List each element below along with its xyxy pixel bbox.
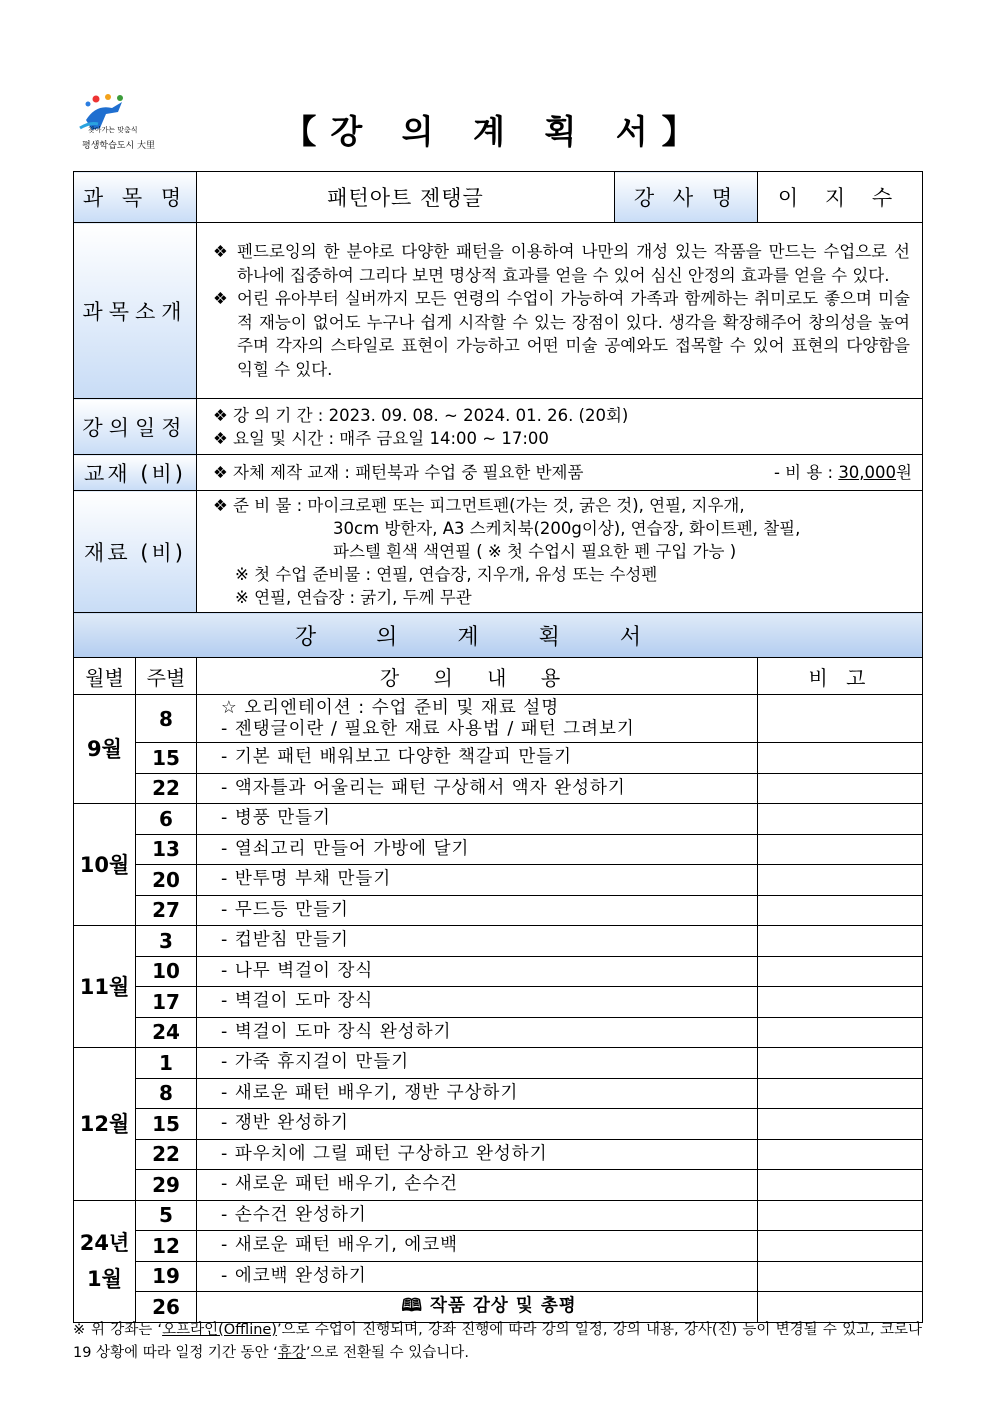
materials-line3: 파스텔 흰색 색연필 ( ※ 첫 수업시 필요한 펜 구입 가능 ) [333, 542, 737, 561]
note-cell [758, 926, 923, 957]
week-cell: 26 [136, 1292, 197, 1323]
diamond-bullet-icon: ❖ [213, 405, 234, 425]
plan-banner: 강의계획서 [74, 613, 923, 658]
week-cell: 20 [136, 865, 197, 896]
textbook-content [197, 455, 923, 491]
table-row [74, 1261, 923, 1292]
textbook-cost-label: - 비 용 : [773, 463, 839, 482]
content-cell [197, 1261, 758, 1292]
content-line: - 액자틀과 어울리는 패턴 구상해서 액자 완성하기 [221, 777, 626, 798]
week-cell: 17 [136, 987, 197, 1018]
content-line: - 쟁반 완성하기 [221, 1113, 349, 1134]
logo-tagline: 찾아가는 맞춤식 [88, 126, 138, 134]
table-row [74, 1139, 923, 1170]
content-cell [197, 1139, 758, 1170]
content-cell [197, 804, 758, 835]
content-cell [197, 1292, 758, 1323]
table-row [74, 1170, 923, 1201]
content-cell [197, 956, 758, 987]
table-row [74, 1231, 923, 1262]
content-line: - 가죽 휴지걸이 만들기 [221, 1052, 410, 1073]
page-title: 【강 의 계 획 서】 [283, 112, 709, 151]
col-note: 비 고 [758, 658, 923, 695]
instructor-label: 강 사 명 [615, 172, 758, 223]
week-cell: 15 [136, 743, 197, 774]
month-cell: 11월 [74, 926, 136, 1048]
content-line: - 새로운 패턴 배우기, 에코백 [221, 1235, 459, 1256]
note-cell [758, 1048, 923, 1079]
textbook-cost-unit: 원 [896, 463, 912, 482]
col-content: 강 의 내 용 [197, 658, 758, 695]
intro-label: 과목소개 [74, 223, 197, 399]
week-cell: 6 [136, 804, 197, 835]
table-row [74, 1109, 923, 1140]
table-row [74, 834, 923, 865]
content-cell [197, 1078, 758, 1109]
note-cell [758, 834, 923, 865]
week-cell: 13 [136, 834, 197, 865]
content-cell [197, 1170, 758, 1201]
week-cell: 3 [136, 926, 197, 957]
note-cell [758, 1139, 923, 1170]
week-cell: 12 [136, 1231, 197, 1262]
table-row [74, 804, 923, 835]
note-cell [758, 1231, 923, 1262]
table-row [74, 926, 923, 957]
subject-label: 과 목 명 [74, 172, 197, 223]
content-line: - 벽걸이 도마 장식 완성하기 [221, 1021, 452, 1042]
col-week: 주별 [136, 658, 197, 695]
materials-line1: 마이크로펜 또는 피그먼트펜(가는 것, 굵은 것), 연필, 지우개, [307, 496, 745, 515]
content-cell [197, 895, 758, 926]
content-cell [197, 1017, 758, 1048]
plan-table [73, 171, 923, 1323]
textbook-cost-value: 30,000 [838, 463, 897, 482]
footer-note: ※ 위 강좌는 ‘오프라인(Offline)’으로 수업이 진행되며, 강좌 진행에 따라 강의 일정, 강의 내용, 강사(진) 등이 변경될 수 있고, 코로나19 상황에 따라 일정 기간 동안 ‘휴강’으로 전환될 수 있습니다. [73, 1322, 922, 1361]
week-cell: 1 [136, 1048, 197, 1079]
week-cell: 19 [136, 1261, 197, 1292]
week-cell: 8 [136, 695, 197, 743]
note-cell [758, 1292, 923, 1323]
table-row [74, 695, 923, 743]
note-cell [758, 804, 923, 835]
intro-content [197, 223, 923, 399]
content-line: - 반투명 부채 만들기 [221, 869, 392, 890]
content-cell [197, 1200, 758, 1231]
schedule-content [197, 399, 923, 455]
table-row [74, 865, 923, 896]
intro-bullet: ❖ 펜드로잉의 한 분야로 다양한 패턴을 이용하여 나만의 개성 있는 작품을 만드는 수업으로 선 하나에 집중하여 그리다 보면 명상적 효과를 얻을 수 있어 심신 안정의 효과를 얻을 수 있다. [213, 240, 910, 287]
note-cell [758, 695, 923, 743]
subject-value: 패턴아트 젠탱글 [197, 172, 615, 223]
textbook-label: 교재 (비) [74, 455, 197, 491]
diamond-bullet-icon: ❖ [213, 496, 234, 515]
content-line: - 벽걸이 도마 장식 [221, 991, 374, 1012]
note-cell [758, 743, 923, 774]
content-line: 🕮 작품 감상 및 총평 [401, 1296, 577, 1317]
content-line: - 나무 벽걸이 장식 [221, 960, 374, 981]
week-cell: 5 [136, 1200, 197, 1231]
instructor-value: 이 지 수 [758, 172, 923, 223]
table-row [74, 956, 923, 987]
content-cell [197, 773, 758, 804]
content-line: - 기본 패턴 배워보고 다양한 책갈피 만들기 [221, 747, 573, 768]
week-cell: 10 [136, 956, 197, 987]
content-line: - 병풍 만들기 [221, 808, 331, 829]
note-cell [758, 1078, 923, 1109]
week-cell: 24 [136, 1017, 197, 1048]
note-cell [758, 1109, 923, 1140]
month-cell: 10월 [74, 804, 136, 926]
col-month: 월별 [74, 658, 136, 695]
week-cell: 29 [136, 1170, 197, 1201]
month-cell: 9월 [74, 695, 136, 804]
content-line: - 열쇠고리 만들어 가방에 달기 [221, 838, 470, 859]
materials-label: 재료 (비) [74, 491, 197, 613]
content-cell [197, 834, 758, 865]
table-row [74, 1292, 923, 1323]
table-row [74, 987, 923, 1018]
table-row [74, 1200, 923, 1231]
diamond-bullet-icon: ❖ [213, 289, 228, 308]
diamond-bullet-icon: ❖ [213, 463, 234, 482]
content-cell [197, 926, 758, 957]
schedule-period: 강 의 기 간 : 2023. 09. 08. ~ 2024. 01. 26. (20회) [233, 405, 629, 425]
content-cell [197, 1048, 758, 1079]
note-cell [758, 1261, 923, 1292]
note-cell [758, 1017, 923, 1048]
schedule-time: 요일 및 시간 : 매주 금요일 14:00 ~ 17:00 [233, 428, 549, 448]
textbook-desc: 자체 제작 교재 : 패턴북과 수업 중 필요한 반제품 [233, 463, 584, 482]
content-cell [197, 987, 758, 1018]
table-row [74, 743, 923, 774]
content-cell [197, 865, 758, 896]
note-cell [758, 1170, 923, 1201]
content-cell [197, 695, 758, 743]
materials-line2: 30cm 방한자, A3 스케치북(200g이상), 연습장, 화이트펜, 찰필, [333, 519, 801, 538]
content-cell [197, 1109, 758, 1140]
table-row [74, 1078, 923, 1109]
month-cell: 24년 1월 [74, 1200, 136, 1322]
materials-note2: ※ 연필, 연습장 : 굵기, 두께 무관 [235, 588, 472, 607]
content-cell [197, 1231, 758, 1262]
diamond-bullet-icon: ❖ [213, 242, 228, 261]
note-cell [758, 865, 923, 896]
note-cell [758, 1200, 923, 1231]
week-cell: 15 [136, 1109, 197, 1140]
content-line: - 새로운 패턴 배우기, 쟁반 구상하기 [221, 1082, 519, 1103]
week-cell: 22 [136, 1139, 197, 1170]
content-cell [197, 743, 758, 774]
schedule-label: 강의일정 [74, 399, 197, 455]
note-cell [758, 987, 923, 1018]
content-line: - 파우치에 그릴 패턴 구상하고 완성하기 [221, 1143, 548, 1164]
week-cell: 27 [136, 895, 197, 926]
content-line: ☆ 오리엔테이션 : 수업 준비 및 재료 설명 [221, 697, 560, 718]
intro-bullet: ❖ 어린 유아부터 실버까지 모든 연령의 수업이 가능하여 가족과 함께하는 취미로도 좋으며 미술적 재능이 없어도 누구나 쉽게 시작할 수 있는 장점이 있다. 생각을 확장해주어 창의성을 높여주며 각자의 스타일로 표현이 가능하고 어떤 미술 공예와도 접목할 수 있어 표현의 다양함을 익힐 수 있다. [213, 287, 910, 381]
week-cell: 8 [136, 1078, 197, 1109]
table-row [74, 895, 923, 926]
month-cell: 12월 [74, 1048, 136, 1201]
content-line: - 새로운 패턴 배우기, 손수건 [221, 1174, 459, 1195]
logo-name: 평생학습도시 大里 [82, 141, 156, 151]
materials-note1: ※ 첫 수업 준비물 : 연필, 연습장, 지우개, 유성 또는 수성펜 [235, 565, 658, 584]
diamond-bullet-icon: ❖ [213, 428, 234, 448]
note-cell [758, 956, 923, 987]
table-row [74, 773, 923, 804]
content-line: - 손수건 완성하기 [221, 1204, 367, 1225]
content-line: - 젠탱글이란 / 필요한 재료 사용법 / 패턴 그려보기 [221, 718, 635, 739]
content-line: - 에코백 완성하기 [221, 1265, 367, 1286]
materials-content: ❖ 준 비 물 : 마이크로펜 또는 피그먼트펜(가는 것, 굵은 것), 연필, 지우개, 30cm 방한자, A3 스케치북(200g이상), 연습장, 화이트펜, 찰필, 파스텔 흰색 색연필 ( ※ 첫 수업시 필요한 펜 구입 가능 ) ※ 첫 수업 준비물 : 연필, 연습장, 지우개, 유성 또는 수성펜 ※ 연필, 연습장 : 굵기, 두께 무관 [197, 491, 923, 613]
note-cell [758, 773, 923, 804]
table-row [74, 1048, 923, 1079]
content-line: - 컵받침 만들기 [221, 930, 349, 951]
note-cell [758, 895, 923, 926]
content-line: - 무드등 만들기 [221, 899, 349, 920]
week-cell: 22 [136, 773, 197, 804]
table-row [74, 1017, 923, 1048]
